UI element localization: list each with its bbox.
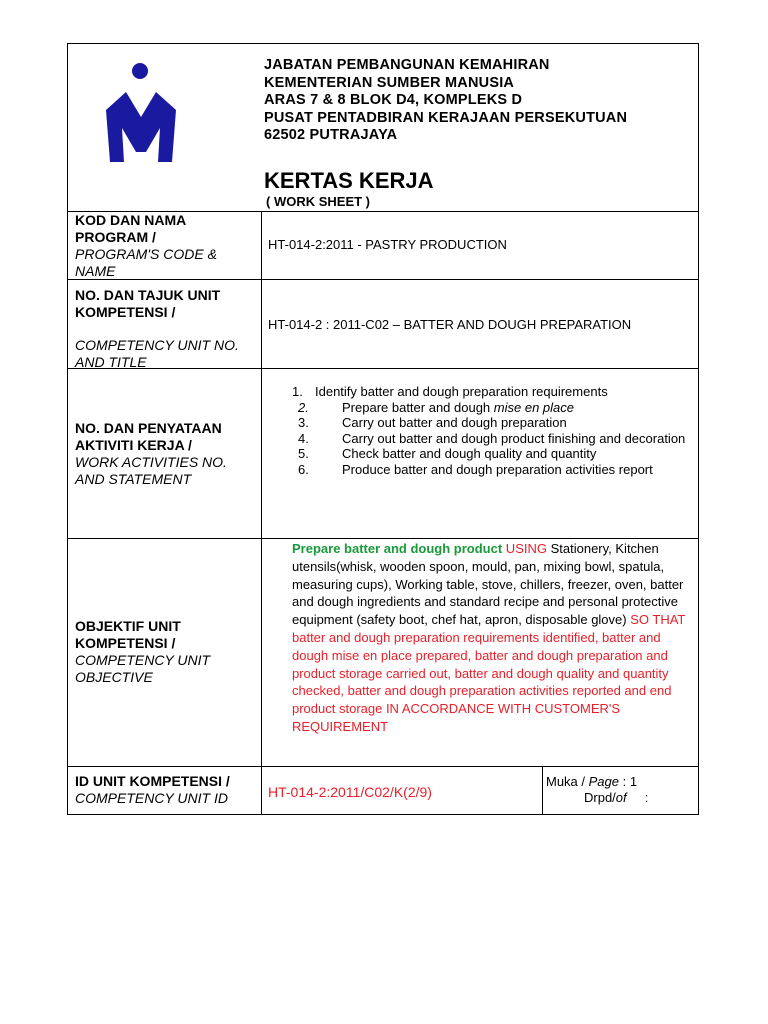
of-label-italic: of xyxy=(615,790,627,805)
objective-text xyxy=(292,540,690,736)
activity-item xyxy=(292,462,692,478)
unit-label xyxy=(75,287,255,371)
organization-logo xyxy=(106,62,176,162)
document-title: KERTAS KERJA xyxy=(264,168,434,193)
activity-text: Prepare batter and dough xyxy=(342,399,494,415)
activities-label-italic: WORK ACTIVITIES NO. AND STATEMENT xyxy=(75,454,227,487)
objective-resources: Stationery, Kitchen utensils(whisk, wooden spoon, mould, pan, mixing bowl, spatula, measuring cups), Working table, stove, chillers, freezer, oven, batter and dough ingredients and standard recipe and personal protective equipment (safety boot, chef hat, apron, disposable glove) xyxy=(292,541,684,628)
activity-item xyxy=(292,446,692,462)
page-value: : 1 xyxy=(619,774,638,789)
unit-id-label-bold: ID UNIT KOMPETENSI / xyxy=(75,773,230,789)
program-label xyxy=(75,212,255,280)
objective-keyword-using: USING xyxy=(502,541,547,556)
org-line: JABATAN PEMBANGUNAN KEMAHIRAN xyxy=(264,57,550,73)
activity-number: 4. xyxy=(298,430,309,446)
activity-text: Identify batter and dough preparation requirements xyxy=(315,384,608,399)
unit-value: HT-014-2 : 2011-C02 – BATTER AND DOUGH PREPARATION xyxy=(268,317,632,332)
of-label: Drpd/ xyxy=(584,790,616,805)
organization-address xyxy=(264,57,627,145)
activity-text: Produce batter and dough preparation activities report xyxy=(342,461,653,477)
objective-label-italic: COMPETENCY UNIT OBJECTIVE xyxy=(75,652,211,685)
org-line: ARAS 7 & 8 BLOK D4, KOMPLEKS D xyxy=(264,92,523,109)
objective-action: Prepare batter and dough product xyxy=(292,541,503,556)
activity-number: 1. xyxy=(292,384,303,399)
page-line xyxy=(546,774,696,790)
unit-id-value: HT-014-2:2011/C02/K(2/9) xyxy=(268,784,432,800)
activity-text: Carry out batter and dough preparation xyxy=(342,415,567,430)
row-divider xyxy=(68,766,698,767)
org-line: KEMENTERIAN SUMBER MANUSIA xyxy=(264,74,515,91)
activity-item xyxy=(292,415,692,431)
activity-number: 2. xyxy=(298,399,309,415)
of-value: : xyxy=(626,790,649,805)
activity-item xyxy=(292,400,692,416)
activity-number: 6. xyxy=(298,461,309,477)
activity-number: 5. xyxy=(298,446,309,461)
activity-text: Check batter and dough quality and quantity xyxy=(342,446,597,461)
document-subtitle: ( WORK SHEET ) xyxy=(266,194,370,209)
worksheet-table xyxy=(67,43,699,815)
program-label-bold: KOD DAN NAMA PROGRAM / xyxy=(75,212,186,245)
objective-label xyxy=(75,618,255,686)
page-number xyxy=(546,774,696,806)
unit-id-label-italic: COMPETENCY UNIT ID xyxy=(75,790,228,806)
column-divider xyxy=(542,766,543,815)
org-line: PUSAT PENTADBIRAN KERAJAAN PERSEKUTUAN xyxy=(264,109,628,126)
activities-label xyxy=(75,420,255,488)
page-label-italic: Page xyxy=(588,774,619,789)
activities-list xyxy=(292,384,692,477)
program-value: HT-014-2:2011 - PASTRY PRODUCTION xyxy=(268,237,507,252)
program-label-italic: PROGRAM'S CODE & NAME xyxy=(75,246,217,279)
org-line: 62502 PUTRAJAYA xyxy=(264,127,398,144)
activity-number: 3. xyxy=(298,415,309,430)
activity-item xyxy=(262,431,692,447)
activity-text: Carry out batter and dough product finishing and decoration xyxy=(342,430,686,446)
activities-label-bold: NO. DAN PENYATAAN AKTIVITI KERJA / xyxy=(75,420,222,453)
unit-label-italic: COMPETENCY UNIT NO. AND TITLE xyxy=(75,337,239,370)
objective-label-bold: OBJEKTIF UNIT KOMPETENSI / xyxy=(75,618,181,651)
row-divider xyxy=(68,538,698,539)
column-divider xyxy=(261,211,262,815)
activity-item xyxy=(292,384,692,400)
activity-text-italic: mise en place xyxy=(493,399,574,415)
of-line xyxy=(546,790,696,806)
page-label: Muka / xyxy=(546,774,589,789)
unit-label-bold: NO. DAN TAJUK UNIT KOMPETENSI / xyxy=(75,287,221,320)
unit-id-label xyxy=(75,773,255,807)
objective-outcome: SO THAT batter and dough preparation requirements identified, batter and dough mise en place prepared, batter and dough preparation and product storage carried out, batter and dough quality and quantity checked, batter and dough preparation activities reported and end product storage IN ACCORDANCE WITH CUSTOMER'S REQUIREMENT xyxy=(292,612,686,734)
